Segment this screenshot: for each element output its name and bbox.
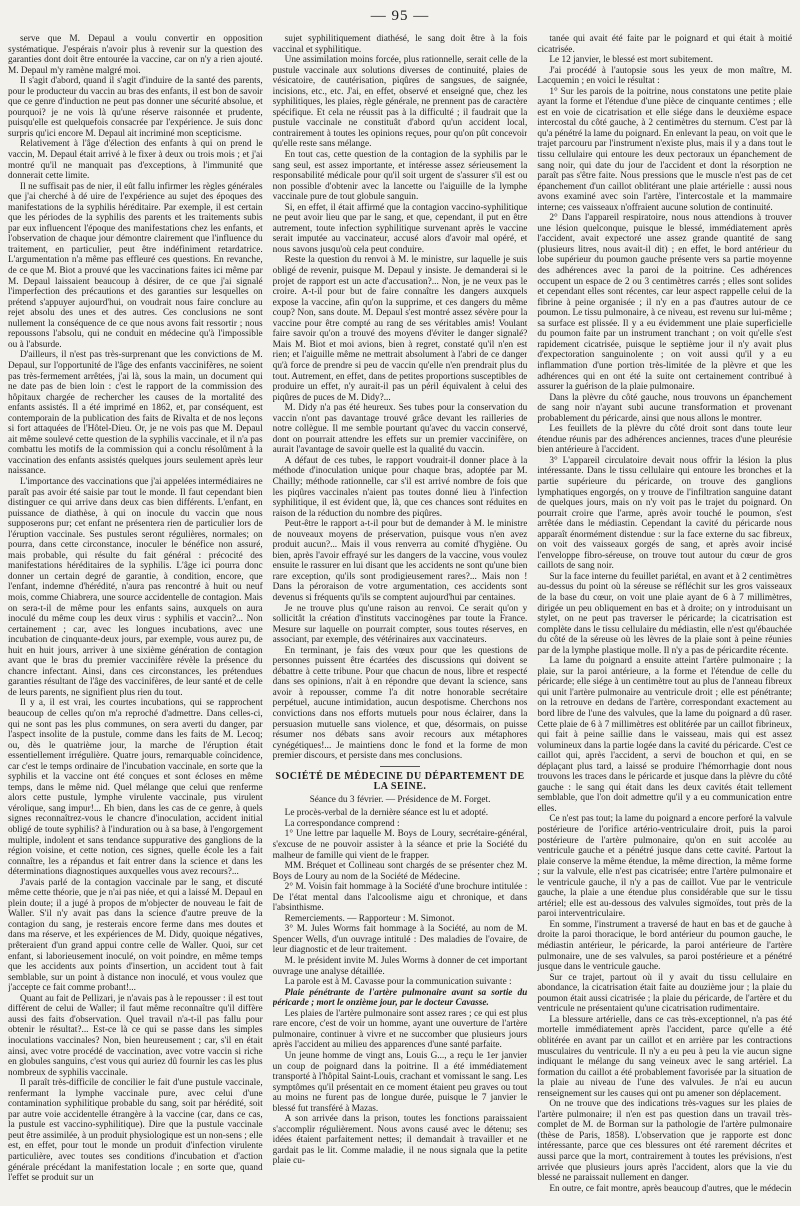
paragraph: Quant au fait de Pellizari, je n'avais pas à le repousser : il est tout différent de celui de Waller; il faut même reconnaître qu'il diffère aussi des faits d'observation. Quel travail n'a-t-il pas fallu pour obtenir le résultat?... Est-ce là ce qui se passe dans les simples inoculations vaccinales? Non, bien heureusement ; car, s'il en était ainsi, avec votre procédé de vaccination, avec votre vaccin si riche en globules sanguins, c'est vous qui auriez dû fournir les cas les plus nombreux de syphilis vaccinale. [8,993,263,1078]
paragraph: Il y a, il est vrai, les courtes incubations, qui se rapprochent beaucoup de celles qu'on m'a reproché d'admettre. Dans celles-ci, qui ne sont pas les plus communes, on sera averti du danger, par l'aspect insolite de la pustule, comme dans les faits de M. Lecoq; ou, dès le quatrième jour, la marche de l'éruption était essentiellement irrégulière. Quatre jours, remarquable coïncidence, car c'est le temps ordinaire de l'incubation vaccinale, en sorte que la syphilis et la vaccine ont été conçues et sont écloses en même temps, dans le même nid. Quel mélange que celui que renferme alors cette pustule, lymphe virulente vaccinale, pus virulent vérolique, sang impur!... Eh bien, dans les cas de ce genre, à quels signes reconnaîtrez-vous le chancre d'inoculation, accident initial obligé de toute syphilis? à l'induration ou à sa base, à l'engorgement multiple, indolent et sans tendance suppurative des ganglions de la région voisine, et cette notion, ces signes, quelle école les a fait connaître, les a répandus et fait entrer dans la science et dans les déterminations diagnostiques auxquelles vous avez recours?... [8,698,263,878]
text-columns [8,34,792,1200]
paragraph: Le 12 janvier, le blessé est mort subitement. [549,55,713,66]
paragraph: Il paraît très-difficile de concilier le fait d'une pustule vaccinale, renfermant la lymphe vaccinale pure, avec celui d'une contamination syphilitique probable du sang, soit par hérédité, soit par autre voie accidentelle étrangère à la vaccine (car, dans ce cas, la pustule est vaccino-syphilitique). Dire que la pustule vaccinale peut être assimilée, à un produit physiologique est un non-sens ; elle est, en effet, pour tout le monde un produit d'infection virulente particulière, avec toutes ses conditions d'incubation et d'action générale précédant la manifestation locale ; en sorte que, quand l'effet se produit sur un [8,1078,263,1184]
paragraph: M. Didy n'a pas été heureux. Ses tubes pour la conservation du vaccin n'ont pas davantage trouvé grâce devant les railleries de notre collègue. Il me semble pourtant qu'avec du vaccin conservé, dont on pourrait attendre les effets sur un premier vaccinifère, on aurait l'avantage de savoir quelle est la qualité du vaccin. [272,403,528,456]
paragraph: Les feuillets de la plèvre du côté droit sont dans toute leur étendue réunis par des adhérences anciennes, traces d'une pleurésie bien antérieure à l'accident. [537,424,793,456]
paragraph: 3° L'appareil circulatoire devait nous offrir la lésion la plus intéressante. Dans le tissu cellulaire qui entoure les bronches et la partie supérieure du péricarde, on trouve des ganglions lymphatiques engorgés, on y trouve de l'infiltration sanguine datant de quelques jours, mais on n'y voit pas le trajet du poignard. On pourrait croire que l'arme, après avoir touché le poumon, s'est arrêtée dans le médiastin. Cependant la cavité du péricarde nous apparaît énormément distendue : sur la face externe du sac fibreux, on voit des vaisseaux gorgés de sang, et après avoir incisé l'enveloppe fibro-séreuse, on trouve tout autour du cœur de gros caillots de sang noir. [537,455,793,572]
paragraph: La correspondance comprend : [284,818,400,829]
paragraph: Un jeune homme de vingt ans, Louis G..., a reçu le 1er janvier un coup de poignard dans la poitrine. Il a été immédiatement transporté à l'hôpital Saint-Louis, crachant et vomissant le sang. Les symptômes qu'il présentait en ce moment étaient peu graves ou tout au moins ne furent pas de longue durée, puisque le 7 janvier le blessé fut transféré à Mazas. [272,1050,528,1114]
paragraph: L'importance des vaccinations que j'ai appelées intermédiaires ne paraît pas avoir été saisie par tout le monde. Il faut cependant bien distinguer ce qui arrive dans deux cas bien différents. L'enfant, en puissance de diathèse, à qui on inocule du vaccin que nous supposerons pur; cet enfant ne présentera rien de particulier lors de l'éruption vaccinale. Ses pustules seront régulières, normales; on pourra, dans cette circonstance, inoculer le bénéfice non assuré, mais probable, qui résulte du fait général : précocité des manifestations héréditaires de la syphilis. L'âge ici pourra donc donner un certain degré de garantie, à condition, encore, que l'enfant, indemne d'hérédité, n'aura pas rencontré à huit ou neuf mois, comme Chiabrera, une source accidentelle de contagion. Mais on sera-t-il de même pour les enfants sains, auxquels on aura inoculé du même coup les deux virus : syphilis et vaccin?... Non certainement ; car, avec les longues incubations, avec une incubation de cinquante-deux jours, par exemple, vous aurez pu, de huit en huit jours, arriver à une sixième génération de contagion avant que le bras du premier vaccinifère révèle la présence du chancre infectant. Ainsi, dans ces circonstances, les prétendues garanties résultant de l'âge des vaccinifères, de leur santé et de celle de leurs parents, ne signifient plus rien du tout. [8,476,263,698]
paragraph: Les plaies de l'artère pulmonaire sont assez rares ; ce qui est plus rare encore, c'est de voir un homme, ayant une ouverture de l'artère pulmonaire, continuer à vivre et ne succomber que plusieurs jours après l'accident au milieu des apparences d'une santé parfaite. [272,1008,528,1051]
paragraph: La blessure artérielle, dans ce cas très-exceptionnel, n'a pas été mortelle immédiatement après l'accident, parce qu'elle a été oblitérée en avant par un caillot et en arrière par les contractions musculaires du ventricule. Il n'y a eu peu à peu la vie aucun signe indiquant le mélange du sang veineux avec le sang artériel. La formation du caillot a été probablement favorisée par la situation de la plaie au niveau de l'une des valvules. Je n'ai eu aucun renseignement sur les causes qui ont pu amener son déplacement. [537,1014,793,1099]
paragraph: En tout cas, cette question de la contagion de la syphilis par le sang seul, est assez importante, et intéresse assez sérieusement la responsabilité médicale pour qu'il soit urgent de s'assurer s'il est ou non possible d'obtenir avec la lancette ou l'aiguille de la lymphe vaccinale pure de tout globule sanguin. [272,150,528,203]
paragraph: Sur ce trajet, partout où il y avait du tissu cellulaire en abondance, la cicatrisation était faite au douzième jour ; la plaie du poumon était aussi cicatrisée ; la plaie du péricarde, de l'artère et du ventricule ne présentaient qu'une cicatrisation rudimentaire. [537,972,793,1015]
page-number: — 95 — [370,8,430,24]
paragraph: Il s'agit d'abord, quand il s'agit d'induire de la santé des parents, pour le producteur du vaccin au bras des enfants, il est bon de savoir que ce genre d'induction ne peut pas donner une sécurité absolue, et pourquoi? je ne vois là qu'une réserve raisonnée et prudente, puisqu'elle est quelquefois consacrée par l'expérience. Je suis donc surpris qu'ici encore M. Depaul ait incriminé mon scepticisme. [8,76,263,139]
paragraph: 3° M. Jules Worms fait hommage à la Société, au nom de M. Spencer Wells, d'un ouvrage intitulé : Des maladies de l'ovaire, de leur diagnostic et de leur traitement. [272,924,528,956]
paragraph: 1° Une lettre par laquelle M. Boys de Loury, secrétaire-général, s'excuse de ne pouvoir assister à la séance et prie la Société du malheur de famille qui vient de le frapper. [272,829,528,861]
paragraph: En outre, ce fait montre, après beaucoup d'autres, que le médecin [549,1183,792,1194]
paragraph: Dans la plèvre du côté gauche, nous trouvons un épanchement de sang noir n'ayant subi aucune transformation et provenant probablement du péricarde, ainsi que nous allons le montrer. [537,392,793,424]
paragraph: La lame du poignard a ensuite atteint l'artère pulmonaire ; la plaie, sur la paroi antérieure, a la forme et l'étendue de celle du péricarde; elle siége à un centimètre tout au plus de l'anneau fibreux qui unit l'artère pulmonaire au ventricule droit ; elle est pénétrante; on la retrouve en dedans de l'artère, correspondant exactement au bord libre de l'une des valvules, que la lame du poignard a dû raser. Cette plaie de 6 à 7 millimètres est oblitérée par un caillot fibrineux, qui fait à peine saillie dans le vaisseau, mais qui est assez volumineux dans la partie logée dans la cavité du péricarde. C'est ce caillot qui, après l'accident, a servi de bouchon et qui, en se déplaçant plus tard, a laissé se produire l'hémorrhagie dont nous trouvons les traces dans le péricarde et jusque dans la plèvre du côté gauche : le sang qui était dans les deux cavités était tellement semblable, que l'on doit admettre qu'il y a eu communication entre elles. [537,656,793,814]
section-divider [380,766,420,767]
paragraph: Je ne trouve plus qu'une raison au renvoi. Ce serait qu'on y sollicitât la création d'instituts vaccinogènes par toute la France. Mesure sur laquelle on pourrait compter, sous toutes réserves, en associant, par exemple, des vétérinaires aux vaccinateurs. [272,603,528,646]
paragraph: Si, en effet, il était affirmé que la contagion vaccino-syphilitique ne peut avoir lieu que par le sang, et que, cependant, il put en être autrement, toute infection syphilitique survenant après le vaccine serait imputée au vaccinateur, accusé alors d'avoir mal opéré, et nous savons jusqu'où cela peut conduire. [272,202,528,255]
paragraph: Relativement à l'âge d'élection des enfants à qui on prend le vaccin, M. Depaul était arrivé à le fixer à deux ou trois mois ; et j'ai montré qu'il ne manquait pas d'exceptions, à l'immunité que donnerait cette limite. [8,139,263,182]
paragraph: On ne trouve que des indications très-vagues sur les plaies de l'artère pulmonaire; il n'en est pas question dans un travail très-complet de M. de Borman sur la pathologie de l'artère pulmonaire (thèse de Paris, 1858). L'observation que je rapporte est donc intéressante, parce que ces blessures ont été rarement décrites et aussi parce que la mort, contrairement à toutes les prévisions, n'est arrivée que plusieurs jours après l'accident, alors que la vie du blessé ne paraissait nullement en danger. [537,1099,793,1184]
paragraph: J'ai procédé à l'autopsie sous les yeux de mon maître, M. Lacquemin ; en voici le résultat : [537,65,793,87]
paragraph: sujet syphilitiquement diathésé, le sang doit être à la fois vaccinal et syphilitique. [272,34,528,55]
paragraph: Le procès-verbal de la dernière séance est lu et adopté. [284,808,489,819]
paragraph: A son arrivée dans la prison, toutes les fonctions paraissaient s'accomplir régulièrement. Nous avons causé avec le détenu; ses idées étaient parfaitement nettes; il demandait à travailler et ne gardait pas le lit. Comme maladie, il ne nous signala que la petite plaie cu- [272,1114,528,1167]
paragraph: D'ailleurs, il n'est pas très-surprenant que les convictions de M. Depaul, sur l'opportunité de l'âge des enfants vaccinifères, ne soient pas très-fermement arrêtées, j'ai là, sous la main, un document qui ne date pas de bien loin : c'est le rapport de la commission des hôpitaux chargée de rechercher les causes de la mortalité des enfants assistés. Il a été imprimé en 1862, et, par conséquent, est contemporain de la publication des faits de Rivalta et de nos leçons si fort attaquées de l'Hôtel-Dieu. Or, je ne vois pas que M. Depaul ait même soulevé cette question de la syphilis vaccinale, et il n'a pas combattu les motifs de la commission qui a conclu résolûment à la vaccination des enfants assistés quelques jours seulement après leur naissance. [8,350,263,477]
paragraph: A défaut de ces tubes, le rapport voudrait-il donner place à la méthode d'inoculation unique pour chaque bras, adoptée par M. Chailly; méthode rationnelle, car s'il est arrivé nombre de fois que les piqûres vaccinales n'aient pas toutes donné lieu à l'infection syphilitique, il est évident que, là, que ces chances sont réduites en raison de la réduction du nombre des piqûres. [272,455,528,519]
paragraph: La parole est à M. Cavasse pour la communication suivante : [284,977,512,988]
column-middle [273,34,528,1200]
paragraph: Il ne suffisait pas de nier, il eût fallu infirmer les règles générales que j'ai cherché à dé uire de l'expérience au sujet des époques des manifestations de la syphilis héréditaire. Par exemple, il est certain que les périodes de la syphilis des parents et les traitements subis par eux influencent l'époque des manifestations chez les enfants, et l'observation de chaque jour démontre clairement que l'influence du traitement, en particulier, peut être indéfiniment retardatrice. L'argumentation n'a même pas effleuré ces questions. En revanche, de ce que M. Biot a prouvé que les vaccinations faites ici même par M. Depaul laissaient beaucoup à désirer, de ce que j'ai signalé l'imperfection des précautions et des garanties sur lesquelles on prétend s'appuyer aujourd'hui, on voudrait nous faire conclure au rejet absolu des unes et des autres. Ces conclusions ne sont nullement la conséquence de ce que nous avons fait ressortir ; nous repoussons l'absolu, qui ne conduit en médecine qu'à l'impossible ou à l'absurde. [8,181,263,350]
section-body [273,808,528,1167]
paragraph: Sur la face interne du feuillet pariétal, en avant et à 2 centimètres au-dessus du point où la séreuse se réfléchit sur les gros vaisseaux de la base du cœur, on voit une plaie ayant de 6 à 7 millimètres, dirigée un peu obliquement en bas et à droite; on y introduisant un stylet, on ne peut pas traverser le péricarde; la cicatrisation est complète dans le tissu cellulaire du médiastin, elle n'est qu'ébauchée du côté de la séreuse où les lèvres de la plaie sont à peine réunies par de la lymphe plastique molle. Il n'y a pas de péricardite récente. [537,571,793,656]
column-middle-body [273,34,528,762]
paragraph: Plaie pénétrante de l'artère pulmonaire avant sa sortie du péricarde ; mort le onzième jour, par le docteur Cavasse. [272,987,528,1009]
section-title: SOCIÉTÉ DE MÉDECINE DU DÉPARTEMENT DE LA SEINE. [275,770,525,793]
paragraph: 2° M. Voisin fait hommage à la Société d'une brochure intitulée : De l'état mental dans l'alcoolisme aigu et chronique, et dans l'absinthisme. [272,882,528,914]
paragraph: 2° Dans l'appareil respiratoire, nous nous attendions à trouver une lésion quelconque, puisque le blessé, immédiatement après l'accident, avait expectoré une assez grande quantité de sang (plusieurs litres, nous avait-il dit) ; en effet, le bord antérieur du lobe supérieur du poumon gauche présente vers sa partie moyenne des adhérences avec la paroi de la poitrine. Ces adhérences occupent un espace de 2 ou 3 centimètres carrés ; elles sont solides et cependant elles sont récentes, car leur aspect rappelle celui de la fibrine à peine organisée ; il n'y en a pas d'autres autour de ce poumon. Le tissu pulmonaire, à ce niveau, est revenu sur lui-même ; sa surface est plissée. Il y a eu évidemment une plaie superficielle du poumon faite par un instrument tranchant ; on voit qu'elle s'est rapidement cicatrisée, puisque le septième jour il n'y avait plus d'expectoration sanguinolente ; on voit aussi qu'il y a eu inflammation d'une portion très-limitée de la plèvre et que les adhérences qui en ont été la suite ont certainement contribué à assurer la guérison de la plaie pulmonaire. [537,213,793,393]
column-right [537,34,792,1200]
paragraph: En somme, l'instrument a traversé de haut en bas et de gauche à droite la paroi thoracique, le bord antérieur du poumon gauche, le médiastin antérieur, le péricarde, la paroi antérieure de l'artère pulmonaire, une de ses valvules, sa paroi postérieure et a pénétré jusque dans le ventricule gauche. [537,919,793,973]
column-left [8,34,263,1200]
section-subtitle: Séance du 3 février. — Présidence de M. Forget. [309,794,491,805]
paragraph: M. le président invite M. Jules Worms à donner de cet important ouvrage une analyse détaillée. [272,956,528,977]
paragraph: Ce n'est pas tout; la lame du poignard a encore perforé la valvule postérieure de l'orifice artério-ventriculaire droit, puis la paroi postérieure de l'artère pulmonaire, qu'on en suit accolée au ventricule gauche et a pénétré jusque dans cette cavité. Partout la plaie conserve la même étendue, la même direction, la même forme ; sur la valvule, elle n'est pas cicatrisée; entre l'artère pulmonaire et le ventricule gauche, il n'y a pas de caillot. Vue par le ventricule gauche, la plaie a une étendue plus considérable que sur le tissu artériel; elle est au-dessous des valvules sigmoïdes, tout près de la paroi interventriculaire. [537,814,793,920]
paragraph: tanée qui avait été faite par le poignard et qui était à moitié cicatrisée. [537,34,793,55]
paragraph: Reste la question du renvoi à M. le ministre, sur laquelle je suis obligé de revenir, puisque M. Depaul y insiste. Je demanderai si le projet de rapport est un acte d'accusation?... Non, je ne veux pas le croire. A-t-il pour but de faire connaître les dangers auxquels expose la vaccine, afin qu'on la supprime, et ces dangers du même coup? Non, sans doute. M. Depaul s'est montré assez sévère pour la vaccine pour être compté au rang de ses véritables amis! Voulant faire savoir qu'on a trouvé des moyens d'éviter le danger signalé? Mais M. Biot et moi avions, bien à regret, constaté qu'il n'en est rien; et l'aiguille même ne mettrait absolument à l'abri de ce danger qu'à force de prendre si peu de vaccin qu'elle n'en prendrait plus du tout. Autrement, en effet, dans de petites proportions susceptibles de produire un effet, n'y aurait-il pas un péril équivalent à celui des piqûres de puces de M. Didy?... [272,255,528,403]
paragraph: 1° Sur les parois de la poitrine, nous constatons une petite plaie ayant la forme et l'étendue d'une pièce de cinquante centimes ; elle est en voie de cicatrisation et elle siége dans le deuxième espace intercostal du côté gauche, à 2 centimètres du sternum. C'est par là qu'a pénétré la lame du poignard. En enlevant la peau, on voit que le trajet parcouru par l'instrument n'existe plus, mais il y a dans tout le tissu cellulaire qui entoure les deux pectoraux un épanchement de sang noir, qui date du jour de l'accident et dont la résorption ne paraît pas s'être faite. Nous pressions que le muscle n'est pas de cet épanchement d'un caillot oblitérant une plaie artérielle : aussi nous avons examiné avec soin l'artère, l'intercostale et la mammaire interne; ces vaisseaux n'offraient aucune solution de continuité. [537,86,793,213]
paragraph: En terminant, je fais des vœux pour que les questions de personnes puissent être écartées des discussions qui doivent se débattre à cette tribune. Pour que chacun de nous, libre et respecté dans ses opinions, n'ait à en répondre que devant la science, sans avoir à repousser, comme l'a dit notre honorable secrétaire perpétuel, aucune intimidation, aucun despotisme. Cherchons nos convictions dans nos efforts mutuels pour nous éclairer, dans la persuasion mutuelle sans violence, et que, désormais, on puisse résumer nos débats sans avoir recours aux métaphores cynégétiques!... Je maintiens donc le fond et la forme de mon premier discours, et persiste dans mes conclusions. [272,645,528,762]
paragraph: J'avais parlé de la contagion vaccinale par le sang, et discuté même cette théorie, que je n'ai pas niée, et qui a laissé M. Depaul en plein doute; il a jugé à propos de m'objecter de nouveau le fait de Waller. S'il n'y avait pas dans la science d'autre preuve de la contagion du sang, je resterais encore ferme dans mes doutes et dans ma réserve, et les expériences de M. Didy, quoique négatives, prêteraient d'un grand appui contre celle de Waller. Quoi, sur cet enfant, si laborieusement inoculé, on voit poindre, en même temps que les accidents aux points d'insertion, un accident tout à fait semblable, sur un point à distance non inoculé, et vous voulez que j'accepte ce fait comme probant!... [8,877,263,994]
paragraph: Peut-être le rapport a-t-il pour but de demander à M. le ministre de nouveaux moyens de préservation, puisque vous n'en avez produit aucun?... Mais il vous renverra au comité d'hygiène. Ou bien, après l'avoir effrayé sur les dangers de la vaccine, vous voulez ensuite le rassurer en lui disant que les accidents ne sont qu'une bien rare exception, qu'ils sont prodigieusement rares?... Mais non ! Dans la péroraison de votre argumentation, ces accidents sont devenus si fréquents qu'ils se comptent aujourd'hui par centaines. [272,519,528,603]
paragraph: serve que M. Depaul a voulu convertir en opposition systématique. J'espérais n'avoir plus à revenir sur la question des garanties dont doit être entourée la vaccine, car on n'y a rien ajouté. M. Depaul m'y ramène malgré moi. [8,34,263,76]
paragraph: Remerciements. — Rapporteur : M. Simonot. [284,913,455,924]
paragraph: MM. Bréquet et Collineau sont chargés de se présenter chez M. Boys de Loury au nom de la Société de Médecine. [272,861,528,882]
paragraph: Une assimilation moins forcée, plus rationnelle, serait celle de la pustule vaccinale aux solutions diverses de continuité, plaies de vésicatoire, de cautérisation, piqûres de sangsues, de saignée, incisions, etc., etc. J'ai, en effet, observé et enseigné que, chez les syphilitiques, les plaies, règle générale, ne prennent pas de caractère spécifique. Et cela ne réussit pas à la difficulté ; il faudrait que la pustule vaccinale ne constituât d'abord qu'un accident local, contrairement à toutes les opinions reçues, pour qu'on pût concevoir qu'elle reste sans mélange. [272,55,528,150]
